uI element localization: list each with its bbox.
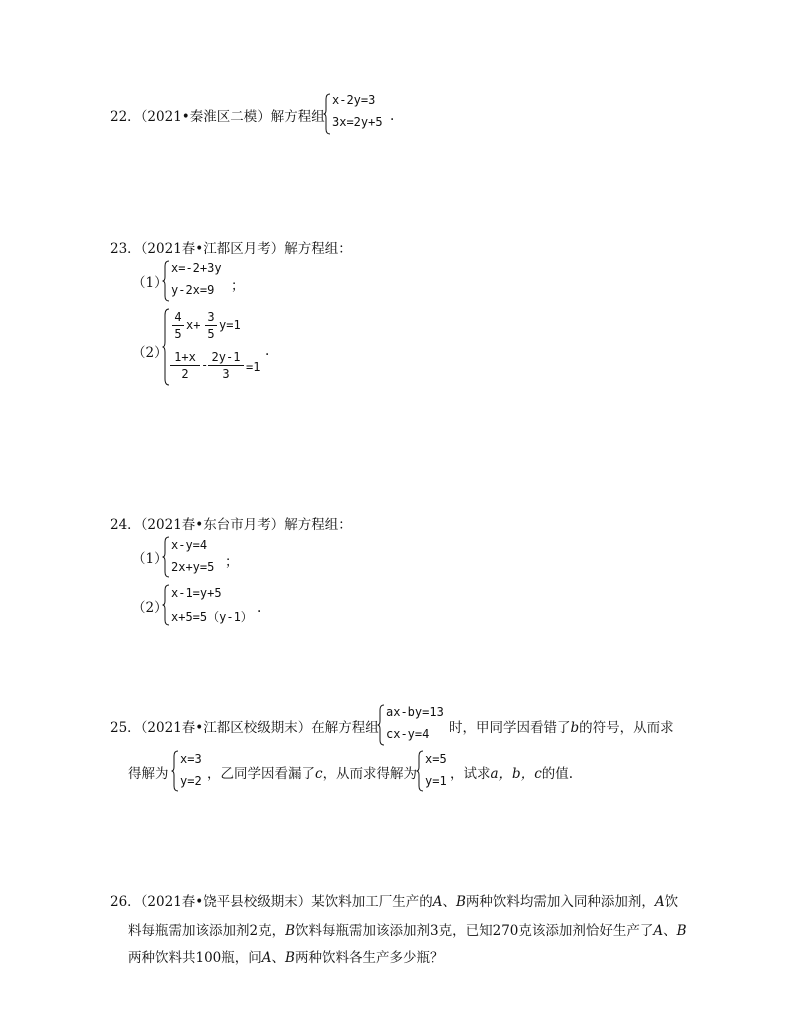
- equation-line: 3x=2y+5: [332, 115, 383, 129]
- equation-part: =1: [246, 360, 261, 374]
- denominator: 2: [181, 367, 189, 381]
- part-label: （1）: [132, 275, 168, 291]
- numerator: 4: [174, 310, 182, 324]
- variable: B: [456, 894, 466, 910]
- equation-part: -: [201, 358, 209, 372]
- text-part: 料每瓶需加该添加剂2克，: [128, 923, 286, 939]
- text-part: 、: [442, 894, 456, 910]
- equation-part: x+: [186, 318, 201, 332]
- denominator: 5: [174, 327, 182, 341]
- paragraph-line: [128, 921, 687, 941]
- fraction: [205, 310, 217, 341]
- question-25-label: 25．（2021春•江都区校级期末）在解方程组: [110, 720, 379, 736]
- variable: a，b，c: [490, 766, 542, 782]
- variable: B: [285, 950, 295, 966]
- left-brace-icon: [162, 308, 170, 386]
- equation-line: x=5: [425, 752, 447, 766]
- text-part: 两种饮料共100瓶，问: [128, 950, 262, 966]
- part-label: （2）: [132, 600, 168, 616]
- equation-system-23-2: [162, 308, 282, 386]
- variable: A: [432, 894, 443, 910]
- equation-line: y=2: [180, 774, 202, 788]
- variable: A: [654, 894, 665, 910]
- variable: c: [315, 766, 323, 782]
- left-brace-icon: [323, 93, 331, 135]
- question-22-label: 22．（2021•秦淮区二模）解方程组: [110, 109, 325, 125]
- numerator: 1+x: [174, 350, 196, 364]
- equation-system-24-1: [162, 536, 252, 578]
- question-24-label: 24．（2021春•东台市月考）解方程组：: [110, 517, 352, 533]
- equation-line: x+5=5（y-1）: [171, 610, 253, 624]
- variable: B: [676, 923, 687, 939]
- equation-line: 2x+y=5: [171, 560, 215, 574]
- part-label: （2）: [132, 345, 168, 361]
- text-part: 、: [271, 950, 286, 966]
- text-part: 26．（2021春•饶平县校级期末）某饮料加工厂生产的: [110, 894, 433, 910]
- text-part: 饮料每瓶需加该添加剂3克，已知270克该添加剂恰好生产了: [295, 923, 654, 939]
- equation-system-24-2: [162, 584, 272, 626]
- punctuation: .: [265, 343, 270, 359]
- equation-line: x-1=y+5: [171, 586, 222, 600]
- text-part: 的值.: [541, 766, 574, 782]
- question-23-label: 23．（2021春•江都区月考）解方程组：: [110, 241, 352, 257]
- variable: A: [261, 950, 272, 966]
- denominator: 5: [207, 327, 215, 341]
- fraction: [172, 310, 184, 341]
- fraction: [170, 350, 200, 381]
- text-part: 饮: [664, 894, 679, 910]
- part-label: （1）: [132, 551, 168, 567]
- paragraph-line: [128, 948, 443, 968]
- left-brace-icon: [416, 750, 424, 792]
- left-brace-icon: [377, 704, 385, 746]
- left-brace-icon: [171, 750, 179, 792]
- punctuation: .: [257, 600, 262, 616]
- text-part: ，乙同学因看漏了: [207, 766, 315, 782]
- text-segment: [449, 716, 674, 736]
- left-brace-icon: [162, 536, 170, 578]
- equation-line: y-2x=9: [171, 283, 215, 297]
- equation-line: x=3: [180, 752, 202, 766]
- text-part: 的符号，从而求: [579, 720, 674, 736]
- paragraph-line: [110, 892, 678, 912]
- equation-line: x-y=4: [171, 538, 208, 552]
- left-brace-icon: [162, 260, 170, 302]
- punctuation: ；: [231, 278, 245, 294]
- equation-line: cx-y=4: [386, 727, 430, 741]
- text-part: ，试求: [450, 766, 491, 782]
- equation-part: y=1: [219, 318, 241, 332]
- text-segment: [207, 762, 417, 782]
- variable: b: [570, 720, 580, 736]
- numerator: 3: [207, 310, 215, 324]
- punctuation: ；: [225, 554, 239, 570]
- punctuation: .: [390, 108, 395, 124]
- equation-line: ax-by=13: [386, 705, 444, 719]
- left-brace-icon: [162, 584, 170, 626]
- text-part: ，从而求得解为: [322, 766, 418, 782]
- text-part: 时，甲同学因看错了: [449, 720, 571, 736]
- equation-line: x=-2+3y: [171, 261, 222, 275]
- numerator: 2y-1: [211, 350, 241, 364]
- text-part: 、: [663, 923, 677, 939]
- text-segment: [450, 762, 573, 782]
- text-segment: 得解为: [128, 766, 169, 782]
- equation-line: y=1: [425, 774, 447, 788]
- fraction: [208, 350, 244, 381]
- equation-line: x-2y=3: [332, 93, 376, 107]
- text-part: 两种饮料均需加入同种添加剂，: [465, 894, 655, 910]
- variable: B: [285, 923, 296, 939]
- denominator: 3: [222, 367, 230, 381]
- text-part: 两种饮料各生产多少瓶？: [294, 950, 444, 966]
- variable: A: [653, 923, 664, 939]
